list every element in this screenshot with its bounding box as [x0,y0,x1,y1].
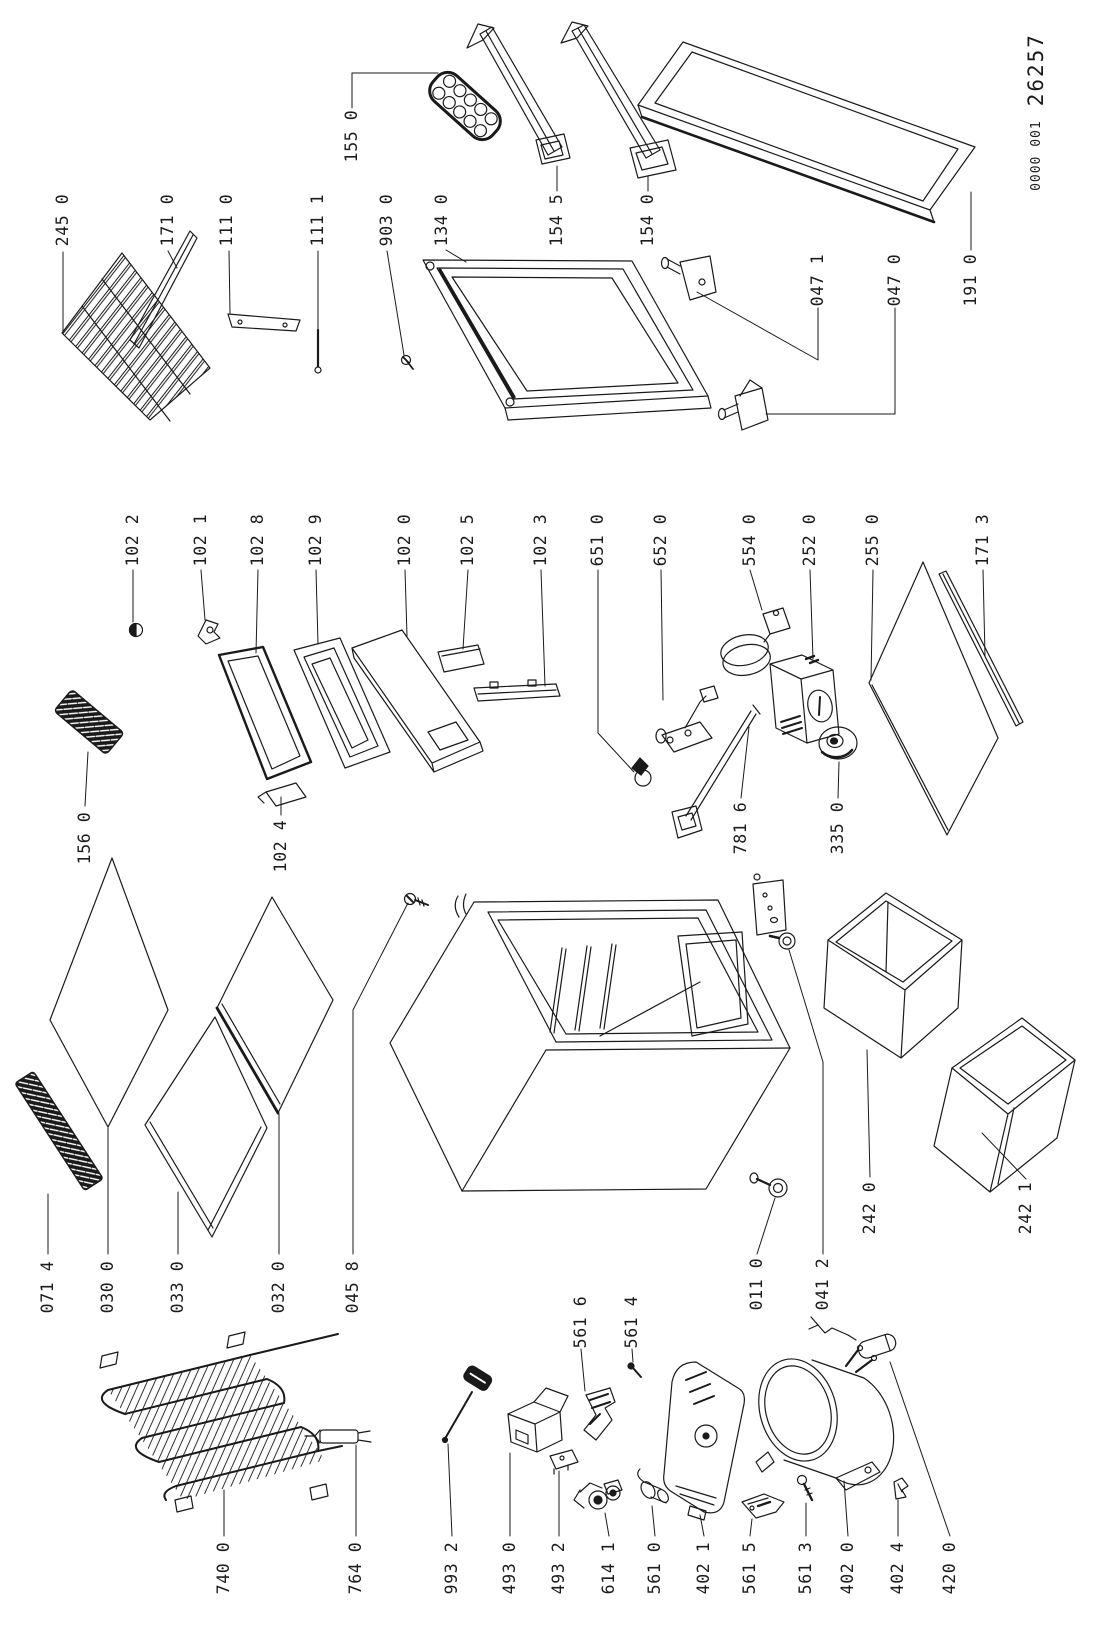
bracket-561-5 [742,1494,784,1518]
part-label-561-5: 561 5 [739,1541,759,1595]
bracket-561-6 [584,1388,615,1440]
evaporator-coil-740 [100,1332,342,1512]
hinge-047-0 [719,380,769,430]
lamp-bulb-651 [632,758,651,786]
part-label-171-3: 171 3 [972,513,992,567]
drawer-bin-242-0 [824,893,962,1058]
inner-door-102-0 [352,630,483,772]
screw-045-8 [405,894,429,907]
part-label-764-0: 764 0 [345,1541,365,1595]
part-label-102-5: 102 5 [457,513,477,567]
knob-102-2 [130,624,143,637]
part-label-242-0: 242 0 [859,1181,879,1235]
part-label-041-2: 041 2 [812,1257,832,1311]
part-label-420-0: 420 0 [939,1541,959,1595]
foot-grommet-041 [770,933,795,949]
part-label-651-0: 651 0 [587,513,607,567]
part-label-111-0: 111 0 [216,193,236,247]
latch-102-1 [198,620,220,644]
part-label-740-0: 740 0 [213,1541,233,1595]
part-label-652-0: 652 0 [650,513,670,567]
compressor-402-0 [747,1346,893,1491]
door-frame-102-9 [294,638,390,768]
trim-strip-171-3 [939,571,1023,726]
door-inner-panel-134 [423,260,711,420]
part-label-561-0: 561 0 [644,1541,664,1595]
part-label-102-1: 102 1 [190,513,210,567]
screw-903-0 [402,356,414,370]
part-label-614-1: 614 1 [598,1541,618,1595]
part-label-102-9: 102 9 [305,513,325,567]
part-label-245-0: 245 0 [52,193,72,247]
part-label-102-0: 102 0 [394,513,414,567]
bracket-111-0 [228,314,300,331]
part-label-903-0: 903 0 [376,193,396,247]
part-label-032-0: 032 0 [268,1260,288,1314]
part-label-493-2: 493 2 [548,1541,568,1595]
part-label-191-0: 191 0 [960,253,980,307]
part-label-335-0: 335 0 [827,801,847,855]
part-label-156-0: 156 0 [74,811,94,865]
part-label-030-0: 030 0 [97,1260,117,1314]
foot-screw-011 [750,1173,787,1197]
hinge-047-1 [662,256,717,300]
grille-tray-156 [54,689,124,754]
wire-shelf [62,253,210,421]
part-label-402-1: 402 1 [693,1541,713,1595]
door-handle-154-0 [561,22,676,178]
screw-561-4 [628,1363,641,1377]
compressor-baseplate-402-1 [664,1362,745,1520]
part-label-071-4: 071 4 [37,1260,57,1314]
corner-piece-102-4 [258,783,306,806]
glass-shelf-030 [50,858,168,1127]
egg-tray-155 [424,67,506,146]
part-label-102-4: 102 4 [270,819,290,873]
door-gasket-102-8 [219,647,311,779]
part-label-255-0: 255 0 [862,513,882,567]
bolt-561-3 [798,1476,813,1501]
glass-shelf-032 [217,897,333,1113]
part-label-493-0: 493 0 [499,1541,519,1595]
drawer-bin-242-1 [934,1018,1075,1192]
part-label-154-5: 154 5 [546,193,566,247]
part-label-047-0: 047 0 [884,253,904,307]
document-code-serial: 26257 [1024,33,1048,107]
part-label-102-2: 102 2 [122,513,142,567]
drier-filter-764 [305,1430,371,1443]
hinge-pin-111-1 [315,330,321,373]
part-label-134-0: 134 0 [431,193,451,247]
document-code [1024,33,1048,191]
part-label-402-0: 402 0 [837,1541,857,1595]
part-label-011-0: 011 0 [746,1257,766,1311]
part-label-402-4: 402 4 [887,1541,907,1595]
valve-614-1 [574,1480,622,1509]
part-label-033-0: 033 0 [167,1260,187,1314]
capacitor-420-0 [809,1317,898,1360]
part-label-047-1: 047 1 [807,253,827,307]
relay-cover-493-0 [508,1388,568,1452]
door-handle-154-5 [467,24,570,164]
clip-402-4 [894,1478,908,1499]
thermometer-993 [443,1364,494,1442]
part-label-993-2: 993 2 [441,1541,461,1595]
part-label-102-8: 102 8 [247,513,267,567]
part-label-781-6: 781 6 [730,801,750,855]
relay-493-2 [550,1450,578,1474]
part-label-561-6: 561 6 [570,1295,590,1349]
part-label-155-0: 155 0 [341,109,361,163]
part-label-171-0: 171 0 [157,193,177,247]
vent-grille-071 [15,1071,103,1190]
part-label-154-0: 154 0 [637,193,657,247]
leader-lines [48,73,1026,1536]
door-outer-panel-191 [638,42,975,222]
document-code-prefix: 0000 001 [1028,120,1044,191]
flap-102-5 [438,645,484,672]
part-label-561-4: 561 4 [621,1295,641,1349]
part-label-561-3: 561 3 [795,1541,815,1595]
glass-shelf-255 [869,562,998,835]
thermostat-housing-252 [770,655,839,743]
part-label-554-0: 554 0 [739,513,759,567]
thermostat-652 [656,686,718,752]
part-label-242-1: 242 1 [1015,1181,1035,1235]
part-label-045-8: 045 8 [342,1260,362,1314]
control-knob-335 [819,727,857,759]
part-label-102-3: 102 3 [530,513,550,567]
part-label-111-1: 111 1 [307,193,327,247]
part-label-252-0: 252 0 [799,513,819,567]
cabinet-body [390,874,790,1191]
shelf-rail-102-3 [474,680,560,701]
